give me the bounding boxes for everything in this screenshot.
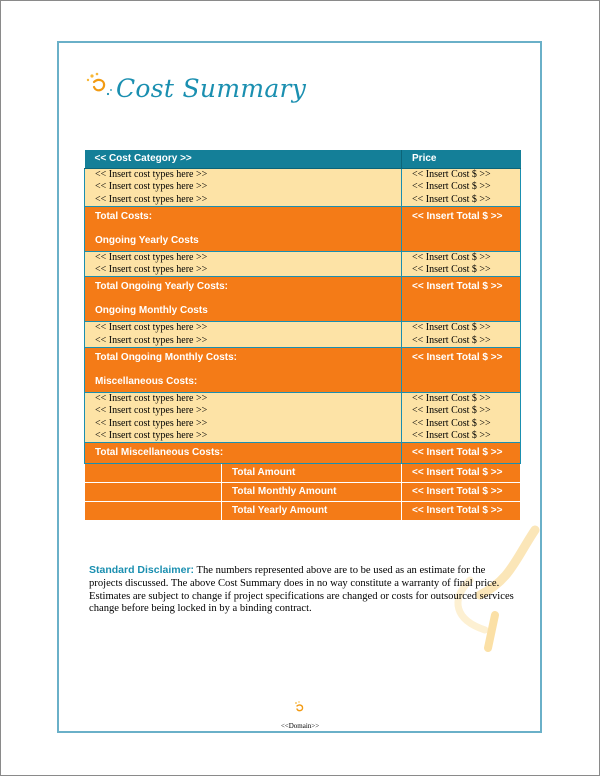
section-total-label-cell: [85, 277, 402, 322]
cost-items-row: [85, 393, 521, 443]
summary-value: << Insert Total $ >>: [402, 464, 521, 483]
page-title: Cost Summary: [116, 74, 307, 103]
cost-types-cell: [85, 322, 402, 348]
section-total-label: Total Ongoing Monthly Costs:: [95, 352, 238, 364]
summary-label: Total Monthly Amount: [222, 483, 402, 502]
cost-items-row: [85, 322, 521, 348]
cost-prices-cell: [402, 169, 521, 207]
cost-items-row: [85, 251, 521, 277]
cost-types-cell: [85, 393, 402, 443]
next-section-heading: Ongoing Yearly Costs: [95, 234, 199, 246]
section-total-label: Total Costs:: [95, 210, 153, 222]
summary-row: [85, 483, 521, 502]
summary-blank-cell: [85, 464, 222, 483]
cost-prices-cell: [402, 393, 521, 443]
cost-price-text: << Insert Cost $ >>: [412, 429, 491, 441]
cost-price-text: << Insert Cost $ >>: [412, 393, 491, 405]
disclaimer-text: The numbers represented above are to be used as an estimate for the projects discussed. The above Cost Summary does in no way constitute a warranty of final price. Estimates are subject to change if project specifications are changed or costs for outsourced services change before being locked in by a binding contract.: [89, 565, 514, 615]
cost-items-row: [85, 169, 521, 207]
cost-type-text: << Insert cost types here >>: [95, 322, 208, 334]
standard-disclaimer: [89, 564, 521, 616]
summary-blank-cell: [85, 483, 222, 502]
next-section-heading: Ongoing Monthly Costs: [95, 305, 208, 317]
cost-type-text: << Insert cost types here >>: [95, 405, 208, 417]
column-header-price: Price: [402, 150, 521, 169]
cost-price-text: << Insert Cost $ >>: [412, 251, 491, 263]
footer-domain: <<Domain>>: [280, 722, 320, 730]
cost-price-text: << Insert Cost $ >>: [412, 169, 491, 180]
cost-prices-cell: [402, 322, 521, 348]
cost-type-text: << Insert cost types here >>: [95, 393, 208, 405]
section-total-label-cell: [85, 443, 402, 464]
cost-type-text: << Insert cost types here >>: [95, 334, 208, 346]
section-total-value: << Insert Total $ >>: [402, 348, 521, 393]
cost-price-text: << Insert Cost $ >>: [412, 405, 491, 417]
cost-types-cell: [85, 251, 402, 277]
cost-type-text: << Insert cost types here >>: [95, 251, 208, 263]
section-total-label-cell: [85, 206, 402, 251]
cost-prices-cell: [402, 251, 521, 277]
summary-row: [85, 464, 521, 483]
cost-price-text: << Insert Cost $ >>: [412, 193, 491, 205]
disclaimer-label: Standard Disclaimer:: [89, 564, 195, 576]
next-section-heading: Miscellaneous Costs:: [95, 376, 198, 388]
logo-swirl-icon: [85, 70, 115, 100]
cost-type-text: << Insert cost types here >>: [95, 181, 208, 193]
summary-label: Total Yearly Amount: [222, 502, 402, 521]
column-header-category: << Cost Category >>: [85, 150, 402, 169]
section-total-label-cell: [85, 348, 402, 393]
cost-type-text: << Insert cost types here >>: [95, 264, 208, 276]
section-total-row: [85, 443, 521, 464]
cost-type-text: << Insert cost types here >>: [95, 429, 208, 441]
summary-label: Total Amount: [222, 464, 402, 483]
section-total-value: << Insert Total $ >>: [402, 443, 521, 464]
cost-type-text: << Insert cost types here >>: [95, 417, 208, 429]
table-header-row: [85, 150, 521, 169]
cost-price-text: << Insert Cost $ >>: [412, 264, 491, 276]
cost-type-text: << Insert cost types here >>: [95, 169, 208, 180]
cost-price-text: << Insert Cost $ >>: [412, 181, 491, 193]
summary-value: << Insert Total $ >>: [402, 502, 521, 521]
footer-logo-icon: [292, 700, 308, 716]
cost-price-text: << Insert Cost $ >>: [412, 334, 491, 346]
cost-price-text: << Insert Cost $ >>: [412, 322, 491, 334]
section-total-row: [85, 206, 521, 251]
cost-price-text: << Insert Cost $ >>: [412, 417, 491, 429]
summary-value: << Insert Total $ >>: [402, 483, 521, 502]
summary-blank-cell: [85, 502, 222, 521]
cost-type-text: << Insert cost types here >>: [95, 193, 208, 205]
summary-row: [85, 502, 521, 521]
section-total-label: Total Miscellaneous Costs:: [95, 447, 224, 459]
cost-summary-table: [84, 150, 521, 521]
section-total-row: [85, 348, 521, 393]
section-total-row: [85, 277, 521, 322]
section-total-value: << Insert Total $ >>: [402, 277, 521, 322]
section-total-value: << Insert Total $ >>: [402, 206, 521, 251]
section-total-label: Total Ongoing Yearly Costs:: [95, 281, 228, 293]
cost-types-cell: [85, 169, 402, 207]
